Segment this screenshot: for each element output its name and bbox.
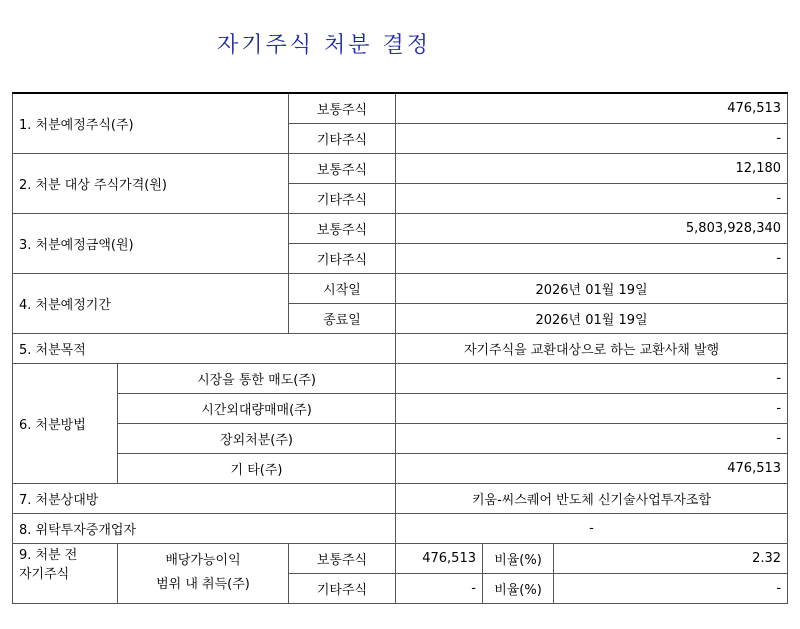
page-title: 자기주식 처분 결정 — [216, 33, 431, 58]
pre-other-ratio: - — [554, 573, 788, 603]
pre-treasury-label-line1: 9. 처분 전 — [19, 547, 78, 563]
planned-amount-common: 5,803,928,340 — [396, 213, 788, 243]
counterparty-value: 키움-씨스퀘어 반도체 신기술사업투자조합 — [396, 483, 788, 513]
other-stock-label: 기타주식 — [289, 183, 396, 213]
method-market-sale-label: 시장을 통한 매도(주) — [118, 363, 396, 393]
method-other-value: 476,513 — [396, 453, 788, 483]
end-date-value: 2026년 01월 19일 — [396, 303, 788, 333]
row-label-counterparty: 7. 처분상대방 — [13, 483, 396, 513]
start-date-label: 시작일 — [289, 273, 396, 303]
method-block-trade-value: - — [396, 393, 788, 423]
table-row — [13, 363, 788, 393]
planned-shares-other: - — [396, 123, 788, 153]
other-stock-label: 기타주식 — [289, 243, 396, 273]
row-label-share-price: 2. 처분 대상 주식가격(원) — [13, 153, 289, 213]
row-label-purpose: 5. 처분목적 — [13, 333, 396, 363]
dividend-limit-label — [118, 543, 289, 603]
row-label-pre-treasury — [13, 543, 118, 603]
table-row — [13, 393, 788, 423]
ratio-label: 비율(%) — [483, 543, 554, 573]
method-other-label: 기 타(주) — [118, 453, 396, 483]
end-date-label: 종료일 — [289, 303, 396, 333]
other-stock-label: 기타주식 — [289, 123, 396, 153]
common-stock-label: 보통주식 — [289, 153, 396, 183]
start-date-value: 2026년 01월 19일 — [396, 273, 788, 303]
dividend-limit-line2: 범위 내 취득(주) — [156, 577, 250, 592]
row-label-planned-shares: 1. 처분예정주식(주) — [13, 93, 289, 153]
method-otc-value: - — [396, 423, 788, 453]
pre-other-qty: - — [396, 573, 483, 603]
row-label-method: 6. 처분방법 — [13, 363, 118, 483]
table-row — [13, 543, 788, 573]
method-market-sale-value: - — [396, 363, 788, 393]
share-price-other: - — [396, 183, 788, 213]
common-stock-label: 보통주식 — [289, 93, 396, 123]
broker-value: - — [396, 513, 788, 543]
pre-treasury-label-line2: 자기주식 — [19, 566, 70, 582]
table-row — [13, 453, 788, 483]
table-row — [13, 423, 788, 453]
other-stock-label: 기타주식 — [289, 573, 396, 603]
planned-shares-common: 476,513 — [396, 93, 788, 123]
dividend-limit-line1: 배당가능이익 — [165, 553, 241, 568]
row-label-planned-period: 4. 처분예정기간 — [13, 273, 289, 333]
method-block-trade-label: 시간외대량매매(주) — [118, 393, 396, 423]
table-row — [13, 153, 788, 183]
method-otc-label: 장외처분(주) — [118, 423, 396, 453]
pre-common-ratio: 2.32 — [554, 543, 788, 573]
purpose-value: 자기주식을 교환대상으로 하는 교환사채 발행 — [396, 333, 788, 363]
row-label-planned-amount: 3. 처분예정금액(원) — [13, 213, 289, 273]
table-row — [13, 213, 788, 243]
pre-common-qty: 476,513 — [396, 543, 483, 573]
share-price-common: 12,180 — [396, 153, 788, 183]
common-stock-label: 보통주식 — [289, 543, 396, 573]
common-stock-label: 보통주식 — [289, 213, 396, 243]
ratio-label: 비율(%) — [483, 573, 554, 603]
table-row — [13, 93, 788, 123]
table-row — [13, 333, 788, 363]
table-row — [13, 483, 788, 513]
table-row — [13, 513, 788, 543]
row-label-broker: 8. 위탁투자중개업자 — [13, 513, 396, 543]
planned-amount-other: - — [396, 243, 788, 273]
table-row — [13, 273, 788, 303]
disposal-table — [12, 92, 788, 604]
